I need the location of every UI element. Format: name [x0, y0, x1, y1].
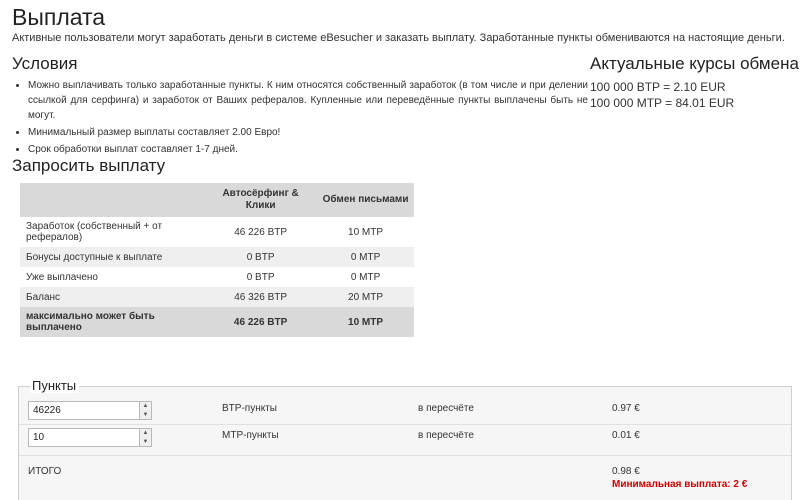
- btp-input-group: [28, 401, 152, 420]
- table-header-empty: [20, 183, 204, 217]
- row-label: Уже выплачено: [26, 271, 98, 283]
- btp-conversion-label: в пересчёте: [418, 403, 474, 414]
- btp-spinner[interactable]: [140, 401, 152, 420]
- spinner-down-icon[interactable]: ▼: [142, 438, 149, 445]
- table-row-max: [20, 307, 414, 337]
- intro-text: Активные пользователи могут заработать деньги в системе eBesucher и заказать выплату. Заработанные пункты обмениваются на настоящие деньги.: [12, 32, 785, 44]
- row-btp: 46 226 BTP: [204, 307, 317, 337]
- points-legend: Пункты: [30, 378, 79, 393]
- condition-item: • Можно выплачивать только заработанные пункты. К ним относятся собственный заработок (в том числе и при делении ссылкой для серфинга) и заработок от Ваших рефералов. Купленные или переведённые пункты выплачены быть не могут.: [28, 78, 588, 123]
- rates-heading: Актуальные курсы обмена: [590, 54, 799, 73]
- table-header-mail: Обмен письмами: [317, 183, 414, 217]
- mtp-input-group: [28, 428, 152, 447]
- spinner-up-icon[interactable]: ▲: [142, 403, 149, 410]
- condition-item: • Срок обработки выплат составляет 1-7 дней.: [28, 142, 588, 157]
- rate-mtp: 100 000 MTP = 84.01 EUR: [590, 96, 735, 110]
- page-title: Выплата: [12, 4, 106, 30]
- mtp-spinner[interactable]: [140, 428, 152, 447]
- row-btp: 46 326 BTP: [204, 287, 317, 307]
- table-row: [20, 267, 414, 287]
- table-row: [20, 217, 414, 247]
- payout-table: [20, 183, 414, 337]
- mtp-points-label: MTP-пункты: [222, 430, 279, 441]
- row-btp: 46 226 BTP: [234, 226, 288, 238]
- row-btp: 0 BTP: [246, 271, 275, 283]
- mtp-conversion-label: в пересчёте: [418, 430, 474, 441]
- row-mtp: 10 MTP: [348, 226, 384, 238]
- conditions-list: [12, 78, 588, 159]
- row-mtp: 0 MTP: [317, 247, 414, 267]
- conditions-heading: Условия: [12, 54, 78, 73]
- row-label: Бонусы доступные к выплате: [20, 247, 204, 267]
- total-label: ИТОГО: [28, 466, 62, 477]
- table-row: [20, 287, 414, 307]
- row-label: Баланс: [20, 287, 204, 307]
- row-label: максимально может быть выплачено: [20, 307, 204, 337]
- total-value: 0.98 €: [612, 466, 640, 477]
- btp-points-label: BTP-пункты: [222, 403, 277, 414]
- spinner-up-icon[interactable]: ▲: [142, 430, 149, 437]
- row-btp: 0 BTP: [204, 247, 317, 267]
- btp-points-input[interactable]: [28, 401, 140, 420]
- min-payout-warning: Минимальная выплата: 2 €: [612, 479, 748, 490]
- condition-item: • Минимальный размер выплаты составляет 2.00 Евро!: [28, 125, 588, 140]
- table-header-row: [20, 183, 414, 217]
- row-label: Заработок (собственный + от рефералов): [26, 221, 163, 243]
- row-mtp: 10 MTP: [317, 307, 414, 337]
- mtp-amount: 0.01 €: [612, 430, 640, 441]
- rate-btp: 100 000 BTP = 2.10 EUR: [590, 80, 726, 94]
- mtp-points-input[interactable]: [28, 428, 140, 447]
- row-divider: [19, 455, 791, 456]
- row-mtp: 20 MTP: [317, 287, 414, 307]
- btp-amount: 0.97 €: [612, 403, 640, 414]
- table-header-autosurf: Автосёрфинг & Клики: [204, 183, 317, 217]
- spinner-down-icon[interactable]: ▼: [142, 411, 149, 418]
- request-heading: Запросить выплату: [12, 156, 166, 175]
- table-row: [20, 247, 414, 267]
- row-mtp: 0 MTP: [350, 271, 381, 283]
- row-divider: [19, 424, 791, 425]
